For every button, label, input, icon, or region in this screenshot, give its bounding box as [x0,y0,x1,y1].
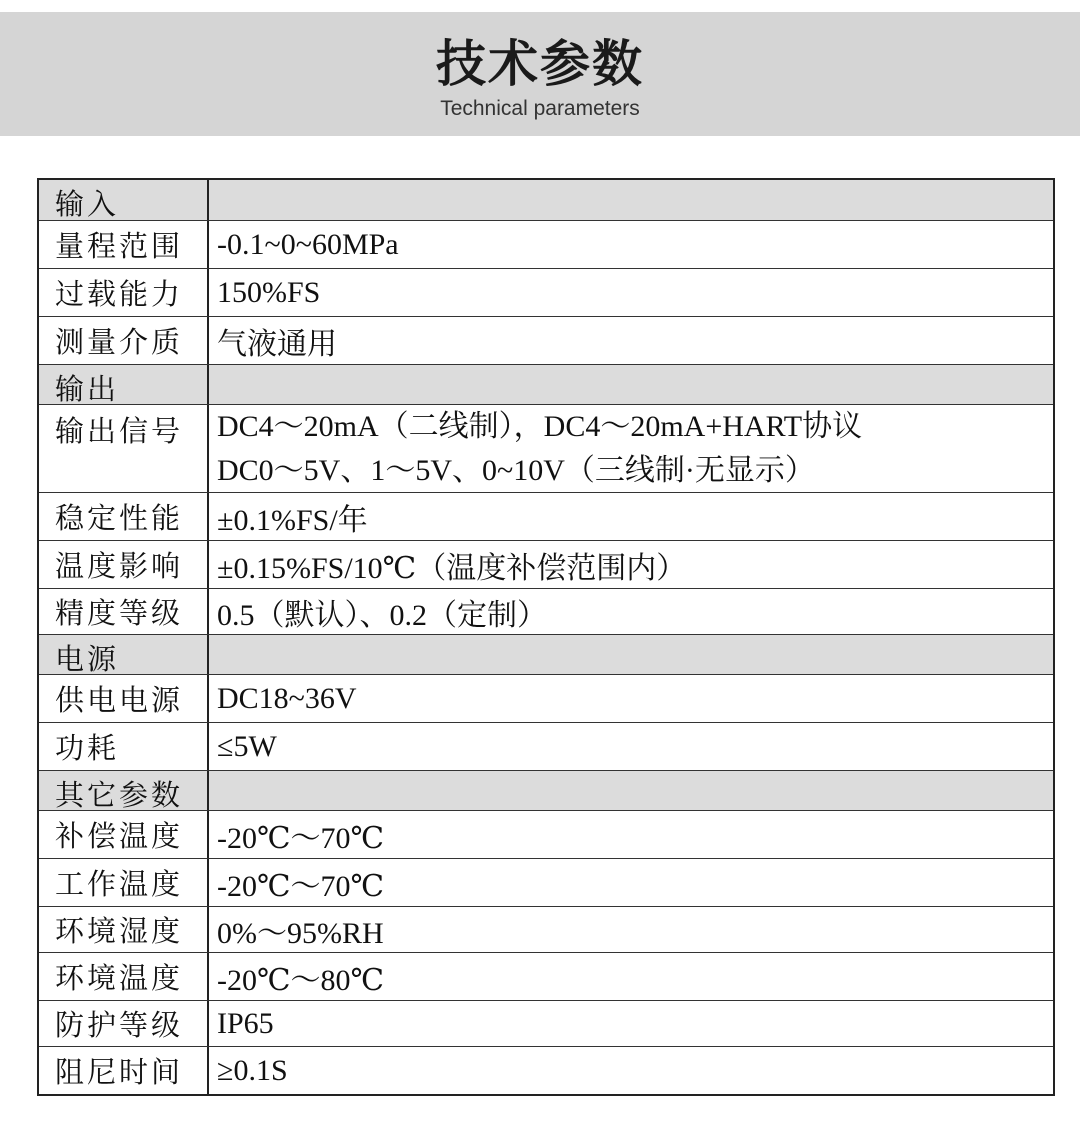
param-value: -20℃～70℃ [217,869,385,903]
section-row-power [39,634,1053,674]
param-label: 环境湿度 [39,907,209,952]
param-label: 环境温度 [39,953,209,1000]
section-row-output [39,364,1053,404]
param-label: 温度影响 [39,541,209,588]
param-label: 供电电源 [39,675,209,722]
table-row-supply [39,674,1053,722]
table-row-range [39,220,1053,268]
param-value: 0%～95%RH [217,916,384,950]
param-value: 0.5（默认）、0.2（定制） [217,598,547,632]
param-label: 工作温度 [39,859,209,906]
section-value-empty [209,635,1053,674]
param-value: -20℃～70℃ [217,821,385,855]
table-row-temp-effect [39,540,1053,588]
table-row-signal [39,404,1053,492]
param-value: 150%FS [217,275,321,309]
param-label: 精度等级 [39,589,209,634]
page-subtitle: Technical parameters [440,97,640,120]
table-row-consumption [39,722,1053,770]
signal-line-2: DC0～5V、1～5V、0~10V（三线制·无显示） [217,453,815,487]
section-label: 输入 [39,180,209,220]
param-value: DC18~36V [217,681,357,715]
signal-line-1: DC4～20mA（二线制），DC4～20mA+HART协议 [217,409,863,443]
param-label: 阻尼时间 [39,1047,209,1094]
table-row-accuracy [39,588,1053,634]
section-row-other [39,770,1053,810]
param-label: 防护等级 [39,1001,209,1046]
param-label: 过载能力 [39,269,209,316]
param-value: ≥0.1S [217,1053,288,1087]
page-title: 技术参数 [436,35,644,93]
header-banner [0,12,1080,136]
section-value-empty [209,180,1053,220]
param-label: 补偿温度 [39,811,209,858]
param-value: ±0.15%FS/10℃（温度补偿范围内） [217,551,687,585]
table-row-env-humidity [39,906,1053,952]
table-row-overload [39,268,1053,316]
param-value: 气液通用 [217,327,337,361]
param-label: 输出信号 [39,405,209,492]
table-row-env-temp [39,952,1053,1000]
section-label: 其它参数 [39,771,209,810]
table-row-stability [39,492,1053,540]
section-row-input [39,180,1053,220]
section-value-empty [209,365,1053,404]
table-row-comp-temp [39,810,1053,858]
param-value: -20℃～80℃ [217,963,385,997]
section-label: 输出 [39,365,209,404]
param-label: 测量介质 [39,317,209,364]
param-value: -0.1~0~60MPa [217,227,399,261]
param-value [209,405,1053,492]
param-label: 量程范围 [39,221,209,268]
section-label: 电源 [39,635,209,674]
param-value: ±0.1%FS/年 [217,503,368,537]
param-value: IP65 [217,1006,274,1040]
spec-table [37,178,1055,1096]
table-row-medium [39,316,1053,364]
param-label: 稳定性能 [39,493,209,540]
table-row-protection [39,1000,1053,1046]
param-value: ≤5W [217,729,277,763]
table-row-damping [39,1046,1053,1094]
param-label: 功耗 [39,723,209,770]
table-row-work-temp [39,858,1053,906]
section-value-empty [209,771,1053,810]
